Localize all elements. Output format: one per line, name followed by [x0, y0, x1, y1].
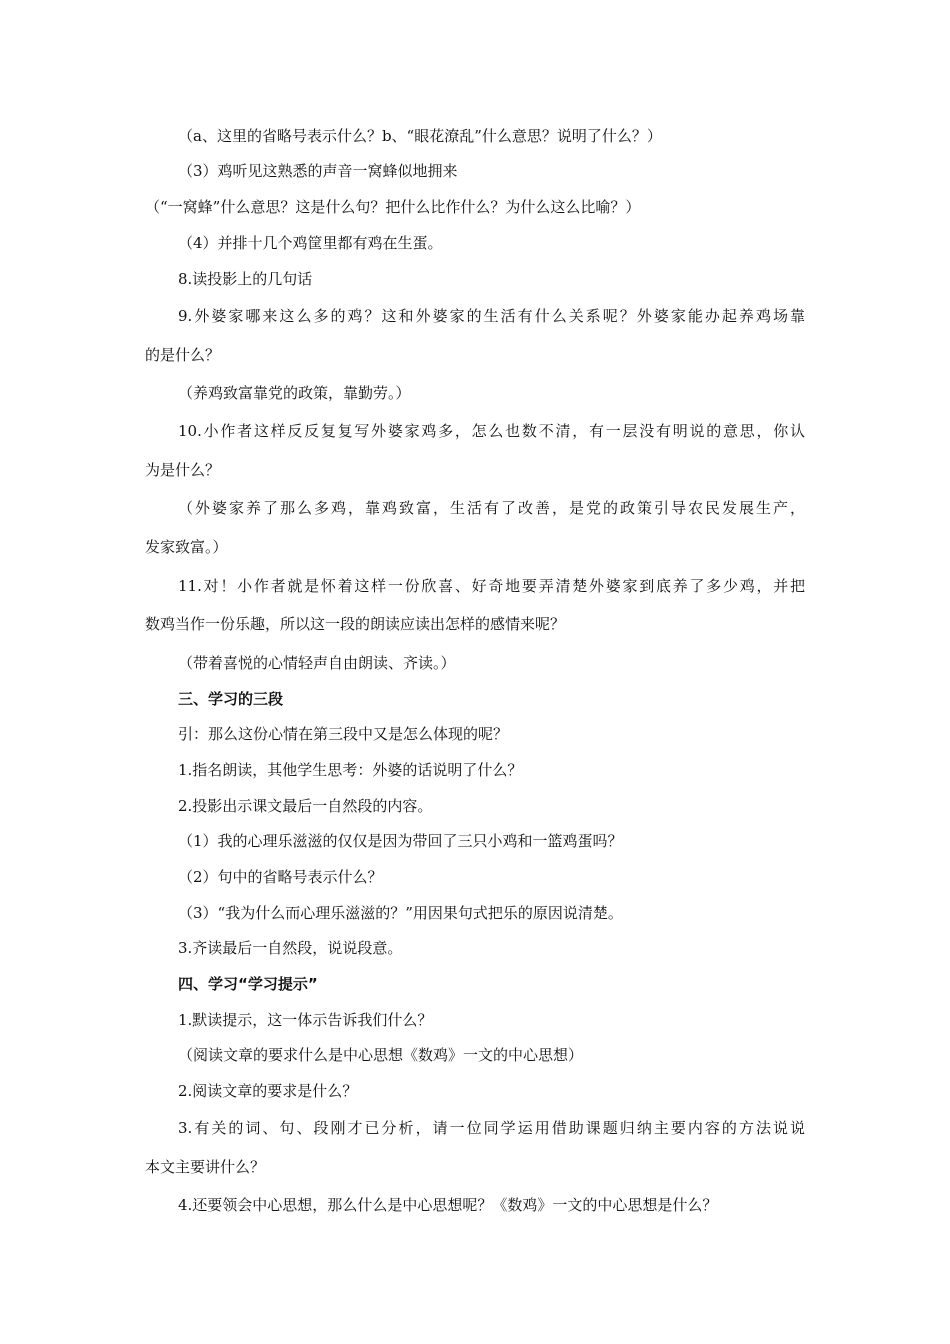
paragraph-line: （1）我的心理乐滋滋的仅仅是因为带回了三只小鸡和一篮鸡蛋吗？ — [178, 832, 623, 850]
paragraph-line: 1.默读提示，这一体示告诉我们什么？ — [178, 1011, 433, 1029]
paragraph-line: （养鸡致富靠党的政策，靠勤劳。） — [178, 384, 411, 402]
paragraph-line: （3）鸡听见这熟悉的声音一窝蜂似地拥来 — [178, 162, 458, 180]
section-heading: 三、学习的三段 — [178, 690, 284, 708]
paragraph-line: （外婆家养了那么多鸡，靠鸡致富，生活有了改善，是党的政策引导农民发展生产， — [178, 499, 805, 517]
paragraph-line: 本文主要讲什么？ — [145, 1158, 266, 1176]
paragraph-line: （阅读文章的要求什么是中心思想《数鸡》一文的中心思想） — [178, 1046, 584, 1064]
paragraph-line: 引：那么这份心情在第三段中又是怎么体现的呢？ — [178, 725, 509, 743]
paragraph-line: 发家致富。） — [145, 538, 228, 556]
paragraph-line: （带着喜悦的心情轻声自由朗读、齐读。） — [178, 654, 456, 672]
paragraph-line: 2.投影出示课文最后一自然段的内容。 — [178, 797, 433, 815]
paragraph-line: （a、这里的省略号表示什么？b、“眼花潦乱”什么意思？说明了什么？） — [178, 127, 662, 145]
paragraph-line: 10.小作者这样反反复复写外婆家鸡多，怎么也数不清，有一层没有明说的意思，你认 — [178, 422, 805, 440]
paragraph-line: （4）并排十几个鸡筐里都有鸡在生蛋。 — [178, 234, 443, 252]
paragraph-line: 4.还要领会中心思想，那么什么是中心思想呢？《数鸡》一文的中心思想是什么？ — [178, 1196, 718, 1214]
paragraph-line: 为是什么？ — [145, 461, 221, 479]
paragraph-line: 1.指名朗读，其他学生思考：外婆的话说明了什么？ — [178, 761, 523, 779]
section-heading: 四、学习“学习提示” — [178, 975, 318, 993]
paragraph-line: 数鸡当作一份乐趣，所以这一段的朗读应读出怎样的感情来呢？ — [145, 615, 566, 633]
paragraph-line: 2.阅读文章的要求是什么？ — [178, 1082, 358, 1100]
paragraph-line: 3.齐读最后一自然段，说说段意。 — [178, 939, 403, 957]
paragraph-line: 的是什么？ — [145, 346, 221, 364]
paragraph-line: 3.有关的词、句、段刚才已分析，请一位同学运用借助课题归纳主要内容的方法说说 — [178, 1119, 805, 1137]
paragraph-line: 9.外婆家哪来这么多的鸡？这和外婆家的生活有什么关系呢？外婆家能办起养鸡场靠 — [178, 307, 805, 325]
paragraph-line: （2）句中的省略号表示什么？ — [178, 868, 383, 886]
paragraph-line: 8.读投影上的几句话 — [178, 270, 313, 288]
paragraph-line: （3）“我为什么而心理乐滋滋的？”用因果句式把乐的原因说清楚。 — [178, 904, 623, 922]
paragraph-line: （“一窝蜂”什么意思？这是什么句？把什么比作什么？为什么这么比喻？） — [145, 198, 641, 216]
paragraph-line: 11.对！小作者就是怀着这样一份欣喜、好奇地要弄清楚外婆家到底养了多少鸡，并把 — [178, 577, 805, 595]
